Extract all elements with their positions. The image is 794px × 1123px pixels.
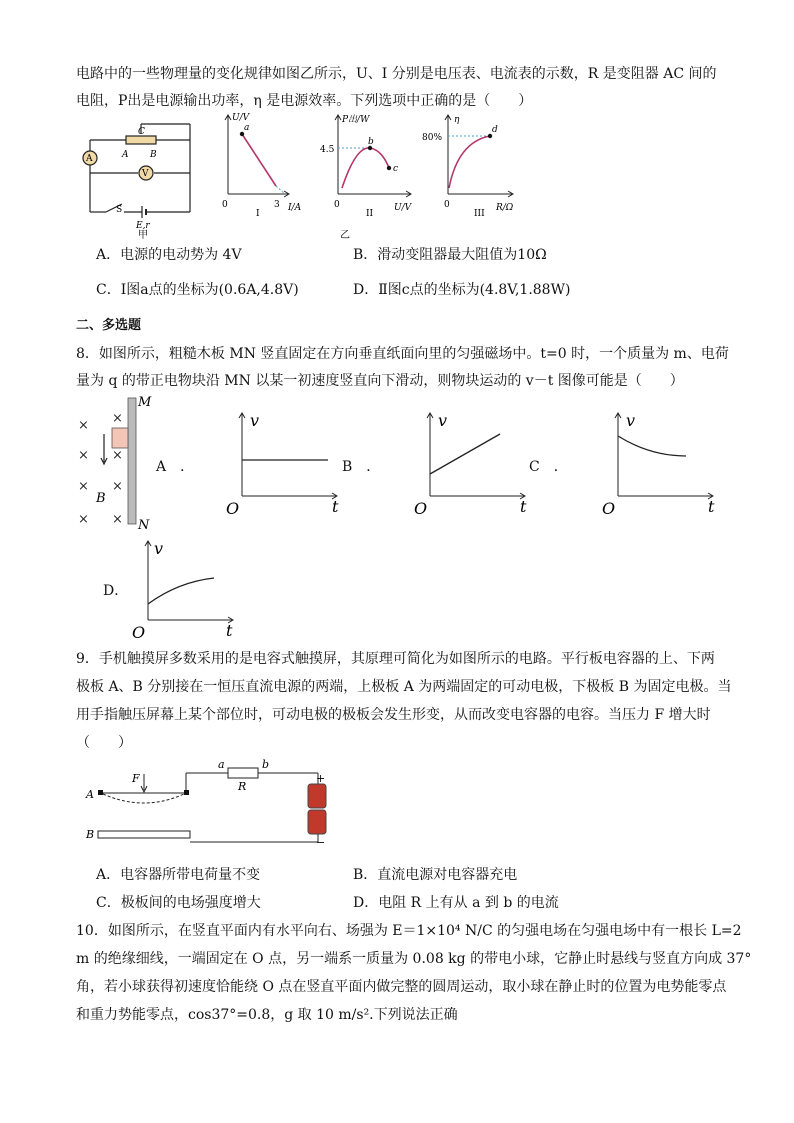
q8-option-b-label: B ．	[342, 459, 381, 475]
graph-c-curve	[618, 436, 686, 456]
q7-option-d: D．Ⅱ图c点的坐标为(4.8V,1.88W)	[353, 282, 571, 298]
board-mn	[128, 398, 136, 524]
q7-line2: 电阻，P出是电源输出功率，η 是电源效率。下列选项中正确的是（ ）	[76, 93, 533, 109]
graph-1-tick: 3	[274, 200, 280, 210]
resistor-r	[228, 768, 258, 778]
graph-2-axes	[335, 115, 411, 197]
svg-text:O: O	[414, 499, 428, 518]
graph-2-origin: 0	[334, 200, 340, 210]
graph-2-ylabel: P出/W	[342, 115, 370, 125]
graph-3-origin: 0	[444, 200, 450, 210]
label-m: M	[138, 395, 152, 410]
svg-text:v: v	[438, 411, 448, 430]
q9-option-c: C．极板间的电场强度增大	[96, 895, 261, 911]
plate-b	[98, 831, 190, 838]
graph-1-line	[242, 134, 276, 186]
q9-option-a: A．电容器所带电荷量不变	[96, 867, 261, 883]
svg-text:A: A	[86, 788, 94, 801]
graph-3-curve	[449, 136, 490, 188]
q8-line2: 量为 q 的带正电物块沿 MN 以某一初速度竖直向下滑动，则物块运动的 v－t 图像可能是（ ）	[76, 373, 684, 389]
block	[112, 428, 128, 448]
q7-option-c: C．Ⅰ图a点的坐标为(0.6A,4.8V)	[96, 282, 299, 298]
graph-3-xlabel: R/Ω	[496, 203, 514, 213]
svg-text:×: ×	[112, 411, 123, 426]
svg-text:t: t	[332, 497, 339, 516]
svg-text:O: O	[226, 499, 240, 518]
label-n: N	[138, 518, 150, 532]
circuit-label-c: C	[138, 127, 145, 137]
graph-1-origin: 0	[222, 200, 228, 210]
voltmeter-label: V	[142, 169, 149, 179]
svg-text:×: ×	[112, 448, 123, 463]
svg-text:×: ×	[78, 448, 89, 463]
svg-text:+: +	[316, 772, 326, 785]
svg-text:×: ×	[78, 479, 89, 494]
q9-line3: 用手指触压屏幕上某个部位时，可动电极的极板会发生形变，从而改变电容器的电容。当压力 F 增大时	[76, 707, 711, 723]
svg-text:a: a	[218, 758, 225, 771]
q8-graph-a	[222, 408, 352, 518]
graph-2-xlabel: U/V	[394, 203, 412, 213]
label-b: B	[96, 491, 106, 506]
graph-1-ylabel: U/V	[232, 113, 250, 123]
q9-line1: 9．手机触摸屏多数采用的是电容式触摸屏，其原理可简化为如图所示的电路。平行板电容器的上、下两	[76, 651, 715, 667]
q9-option-b: B．直流电源对电容器充电	[353, 867, 518, 883]
svg-text:t: t	[708, 497, 715, 516]
svg-text:t: t	[520, 497, 527, 516]
svg-text:×: ×	[78, 512, 89, 527]
graph-2-point-c	[387, 166, 391, 170]
circuit-label-a: A	[122, 150, 129, 160]
graph-3-label-d: d	[492, 125, 498, 135]
q8-graph-c	[598, 408, 728, 518]
q8-option-c-label: C ．	[529, 459, 568, 475]
graph-2-label-c: c	[393, 164, 399, 174]
q7-option-a: A．电源的电动势为 4V	[96, 247, 242, 263]
graph-2-curve	[342, 148, 389, 188]
q9-line2: 极板 A、B 分别接在一恒压直流电源的两端，上极板 A 为两端固定的可动电极，下极板 B 为固定电极。当	[76, 679, 732, 695]
svg-text:−: −	[316, 836, 326, 849]
q7-option-b: B．滑动变阻器最大阻值为10Ω	[353, 247, 547, 263]
svg-text:v: v	[250, 411, 260, 430]
graph-1-number: I	[256, 209, 260, 219]
q9-capacitor-circuit	[82, 754, 342, 858]
q9-option-d: D．电阻 R 上有从 a 到 b 的电流	[353, 895, 559, 911]
q9-line4: （ ）	[76, 735, 132, 751]
section-heading: 二、多选题	[76, 318, 142, 333]
ammeter-label: A	[86, 154, 93, 164]
graph-3-tick: 80%	[422, 133, 443, 143]
graph-3-ylabel: η	[454, 115, 460, 125]
graph-2-label-b: b	[368, 137, 374, 147]
q10-line1: 10．如图所示，在竖直平面内有水平向右、场强为 E＝1×10⁴ N/C 的匀强电场在匀强电场中有一根长 L=2	[76, 923, 742, 939]
figure-yi-label: 乙	[340, 230, 350, 241]
source-label: E,r	[136, 221, 150, 231]
svg-text:×: ×	[112, 479, 123, 494]
graph-1-xlabel: I/A	[288, 203, 302, 213]
q8-option-a-label: A ．	[156, 459, 195, 475]
svg-text:×: ×	[78, 418, 89, 433]
battery-cell-1	[308, 784, 326, 808]
q8-line1: 8．如图所示，粗糙木板 MN 竖直固定在方向垂直纸面向里的匀强磁场中。t=0 时，一个质量为 m、电荷	[76, 346, 729, 362]
graph-2-tick: 4.5	[320, 145, 335, 155]
svg-text:O: O	[132, 623, 146, 642]
q10-line2: m 的绝缘细线，一端固定在 O 点，另一端系一质量为 0.08 kg 的带电小球，它静止时悬线与竖直方向成 37°	[76, 951, 752, 967]
q7-figures	[76, 112, 536, 242]
svg-text:v: v	[154, 539, 164, 558]
circuit-diagram	[83, 124, 190, 218]
q8-graph-d	[128, 532, 248, 642]
graph-3-axes	[445, 115, 513, 197]
q8-magnetic-field-figure	[74, 392, 164, 532]
circuit-label-b: B	[150, 150, 157, 160]
svg-text:F: F	[132, 772, 140, 785]
q10-line4: 和重力势能零点，cos37°=0.8，g 取 10 m/s².下列说法正确	[76, 1007, 458, 1023]
svg-text:t: t	[226, 621, 233, 640]
svg-text:×: ×	[112, 512, 123, 527]
figure-jia-label: 甲	[138, 230, 148, 241]
svg-text:v: v	[626, 411, 636, 430]
graph-1-label-a: a	[244, 123, 250, 133]
graph-d-curve	[148, 578, 214, 604]
svg-text:b: b	[262, 758, 270, 771]
graph-3-number: III	[474, 209, 485, 219]
svg-text:R: R	[238, 780, 247, 793]
q7-line1: 电路中的一些物理量的变化规律如图乙所示，U、I 分别是电压表、电流表的示数，R 是变阻器 AC 间的	[76, 66, 717, 82]
q8-graph-b	[410, 408, 540, 518]
svg-text:B: B	[86, 828, 95, 841]
q8-option-d-label: D．	[103, 583, 129, 599]
q10-line3: 角，若小球获得初速度恰能绕 O 点在竖直平面内做完整的圆周运动，取小球在静止时的位置为电势能零点	[76, 979, 727, 995]
svg-text:O: O	[602, 499, 616, 518]
switch-label: S	[116, 205, 123, 215]
graph-b-line	[430, 434, 500, 474]
battery-cell-2	[308, 810, 326, 834]
graph-2-number: II	[366, 209, 374, 219]
